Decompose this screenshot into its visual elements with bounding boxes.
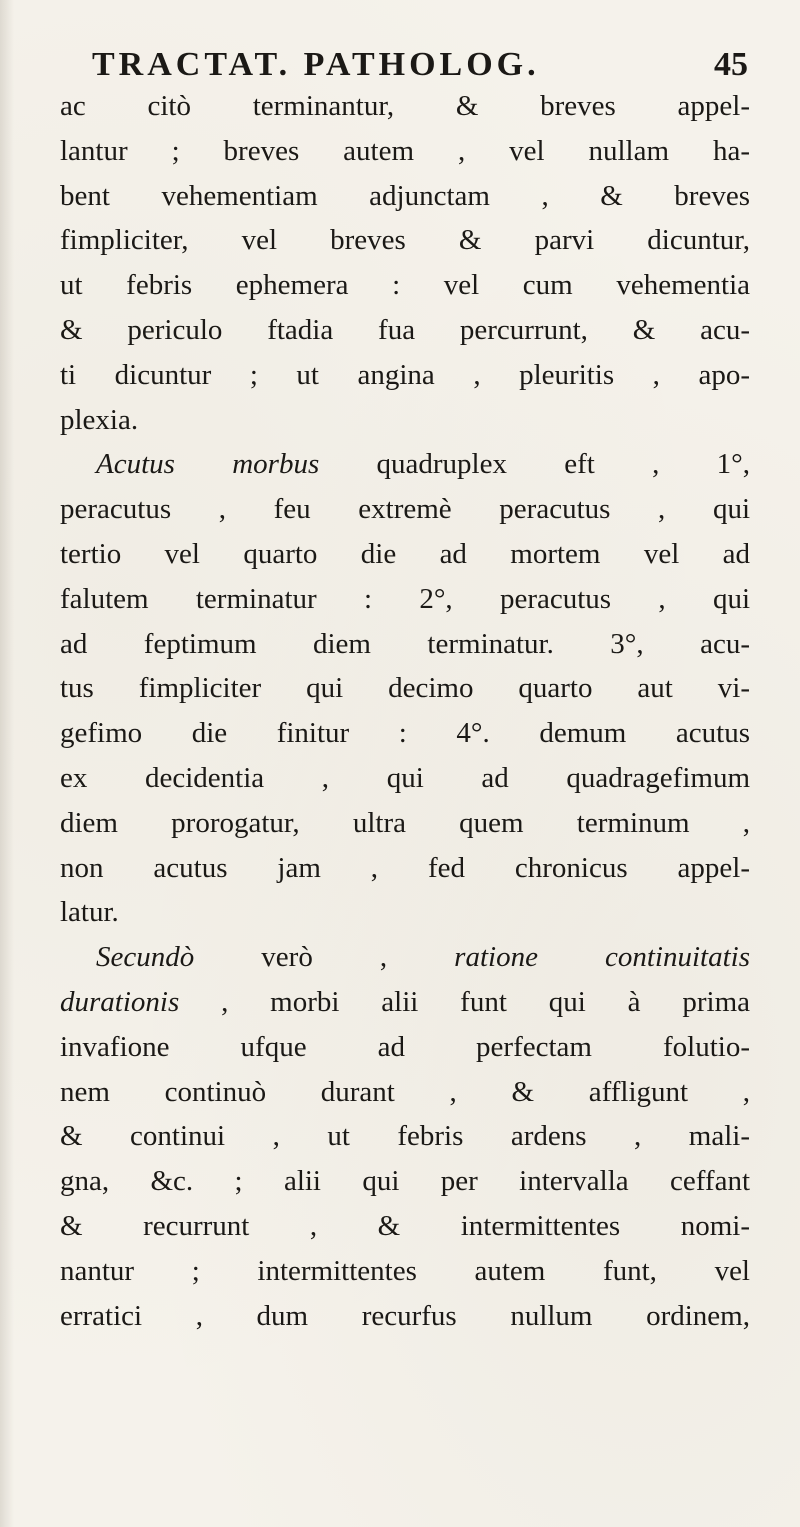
text-line	[60, 890, 750, 935]
line-text: & periculo ftadia fua percurrunt, & acu-	[60, 313, 750, 346]
text-line	[60, 1114, 750, 1159]
line-text: ac citò terminantur, & breves appel-	[60, 90, 750, 122]
line-text: ex decidentia , qui ad quadragefimum	[60, 761, 750, 794]
text-line	[60, 711, 750, 756]
text-line	[60, 622, 750, 667]
line-text: , morbi alii funt qui à prima	[179, 985, 750, 1018]
text-line	[60, 1070, 750, 1115]
text-line	[60, 1249, 750, 1294]
line-text: diem prorogatur, ultra quem terminum ,	[60, 806, 750, 839]
italic-term: Secundò	[96, 941, 195, 974]
text-line	[60, 218, 750, 263]
line-text: peracutus , feu extremè peracutus , qui	[60, 493, 750, 526]
italic-term: durationis	[60, 985, 180, 1018]
line-text: ti dicuntur ; ut angina , pleuritis , apo-	[60, 358, 750, 391]
text-line	[60, 174, 750, 219]
line-text: nem continuò durant , & affligunt ,	[60, 1075, 750, 1108]
page-gutter-shadow	[0, 0, 14, 1527]
line-text: ad feptimum diem terminatur. 3°, acu-	[60, 627, 750, 660]
text-line	[60, 308, 750, 353]
body-text	[60, 84, 750, 1338]
page-number: 45	[714, 46, 748, 83]
text-line	[60, 263, 750, 308]
text-line	[60, 532, 750, 577]
text-line	[60, 756, 750, 801]
text-line	[60, 980, 750, 1025]
text-line	[60, 666, 750, 711]
line-text: tus fimpliciter qui decimo quarto aut vi-	[60, 672, 750, 705]
running-head: TRACTAT. PATHOLOG.	[92, 46, 540, 83]
line-text: invafione ufque ad perfectam folutio-	[60, 1030, 750, 1063]
text-line	[60, 846, 750, 891]
text-line	[60, 801, 750, 846]
text-line	[60, 1025, 750, 1070]
line-text: nantur ; intermittentes autem funt, vel	[60, 1254, 750, 1287]
text-line	[60, 1159, 750, 1204]
page-header	[58, 28, 748, 88]
line-text: lantur ; breves autem , vel nullam ha-	[60, 134, 750, 167]
line-text: falutem terminatur : 2°, peracutus , qui	[60, 582, 750, 615]
line-text: fimpliciter, vel breves & parvi dicuntur,	[60, 224, 750, 257]
line-text: & continui , ut febris ardens , mali-	[60, 1120, 750, 1153]
text-line	[60, 935, 750, 980]
line-text: non acutus jam , fed chronicus appel-	[60, 851, 750, 884]
line-text: verò ,	[194, 941, 455, 974]
text-line	[60, 353, 750, 398]
line-text: & recurrunt , & intermittentes nomi-	[60, 1209, 750, 1242]
text-line	[60, 487, 750, 532]
line-text: quadruplex eft , 1°,	[319, 448, 750, 481]
line-text: gefimo die finitur : 4°. demum acutus	[60, 717, 750, 750]
line-text: plexia.	[60, 403, 139, 436]
italic-term: Acutus morbus	[96, 448, 320, 481]
italic-term: ratione continuitatis	[454, 941, 750, 974]
line-text: latur.	[60, 896, 119, 929]
line-text: erratici , dum recurfus nullum ordinem,	[60, 1299, 750, 1332]
text-line	[60, 442, 750, 487]
text-line	[60, 84, 750, 129]
text-line	[60, 398, 750, 443]
line-text: ut febris ephemera : vel cum vehementia	[60, 269, 750, 302]
text-line	[60, 577, 750, 622]
line-text: gna, &c. ; alii qui per intervalla ceffant	[60, 1165, 750, 1198]
text-line	[60, 129, 750, 174]
text-line	[60, 1204, 750, 1249]
line-text: bent vehementiam adjunctam , & breves	[60, 179, 750, 212]
line-text: tertio vel quarto die ad mortem vel ad	[60, 537, 750, 570]
text-line	[60, 1294, 750, 1339]
